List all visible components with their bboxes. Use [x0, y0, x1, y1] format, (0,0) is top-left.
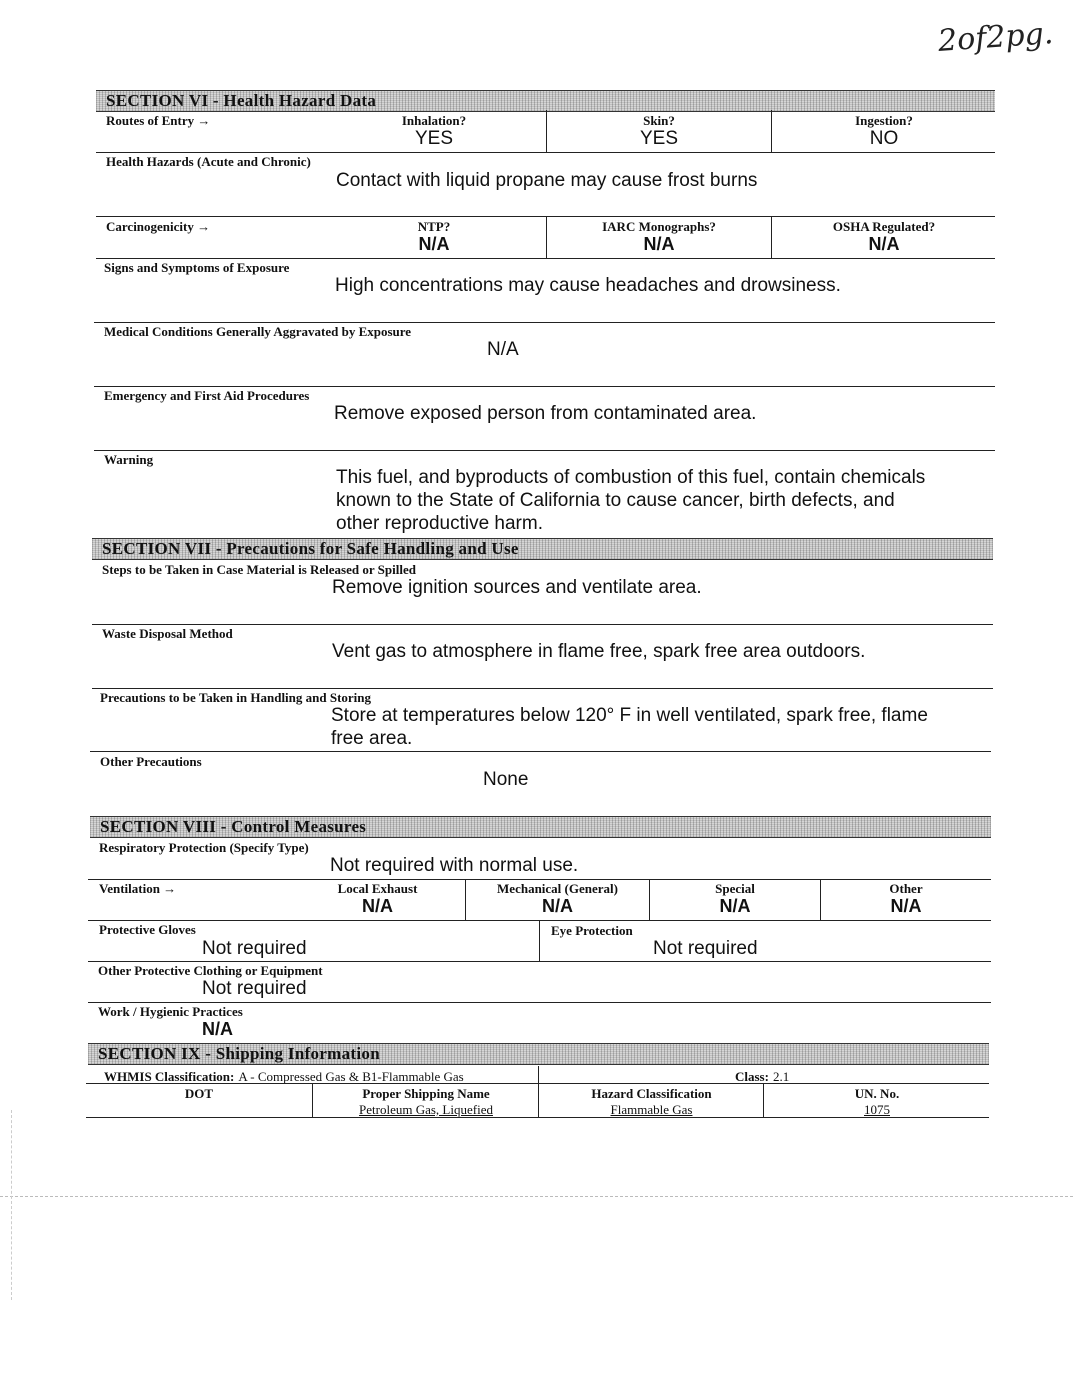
waste-disposal-value: Vent gas to atmosphere in flame free, spark free area outdoors. [332, 641, 866, 662]
first-aid-label: Emergency and First Aid Procedures [104, 388, 310, 403]
divider [465, 879, 466, 920]
hazard-classification-label: Hazard Classification [591, 1086, 712, 1101]
local-exhaust-field [290, 881, 465, 917]
health-hazards-label: Health Hazards (Acute and Chronic) [106, 154, 311, 169]
rule [94, 450, 995, 451]
divider [546, 110, 547, 152]
divider [771, 216, 772, 258]
respiratory-protection-value: Not required with normal use. [330, 855, 579, 876]
first-aid-value: Remove exposed person from contaminated area. [334, 403, 757, 424]
iarc-label: IARC Monographs? [602, 219, 716, 234]
inhalation-label: Inhalation? [401, 113, 467, 128]
rule [94, 386, 995, 387]
un-number-label: UN. No. [854, 1086, 900, 1101]
ventilation-label: Ventilation → [99, 881, 177, 896]
whmis-value: A - Compressed Gas & B1-Flammable Gas [238, 1069, 464, 1084]
shipping-name-field [314, 1086, 538, 1118]
handling-storing-line-1: Store at temperatures below 120° F in well ventilated, spark free, flame [331, 705, 928, 726]
section-9-header [88, 1043, 989, 1065]
hazard-classification-field [540, 1086, 763, 1118]
divider [763, 1083, 764, 1117]
hazard-classification-value: Flammable Gas [610, 1102, 693, 1117]
iarc-field [548, 219, 770, 255]
section-7-header [92, 538, 993, 560]
other-precautions-label: Other Precautions [100, 754, 202, 769]
section-7-title: SECTION VII - Precautions for Safe Handling and Use [102, 539, 519, 558]
osha-value: N/A [868, 234, 900, 254]
rule [96, 152, 995, 153]
eye-protection-value: Not required [653, 938, 758, 959]
section-9-title: SECTION IX - Shipping Information [98, 1044, 380, 1063]
rule [94, 322, 995, 323]
divider [538, 1066, 539, 1083]
scan-margin-marks [11, 1110, 12, 1300]
local-exhaust-value: N/A [362, 896, 393, 916]
divider [312, 1083, 313, 1117]
scan-fold-line [0, 1196, 1073, 1197]
handling-storing-line-2: free area. [331, 728, 413, 749]
inhalation-value: YES [414, 128, 454, 149]
rule [96, 258, 995, 259]
waste-disposal-label: Waste Disposal Method [102, 626, 233, 641]
signs-symptoms-value: High concentrations may cause headaches and drowsiness. [335, 275, 841, 296]
iarc-value: N/A [643, 234, 675, 254]
health-hazards-value: Contact with liquid propane may cause frost burns [336, 170, 758, 191]
mechanical-general-value: N/A [542, 896, 573, 916]
ntp-value: N/A [418, 234, 450, 254]
protective-gloves-value: Not required [202, 938, 307, 959]
signs-symptoms-label: Signs and Symptoms of Exposure [104, 260, 290, 275]
medical-conditions-value: N/A [487, 339, 519, 360]
spill-steps-value: Remove ignition sources and ventilate area. [332, 577, 702, 598]
respiratory-protection-label: Respiratory Protection (Specify Type) [99, 840, 309, 855]
ingestion-label: Ingestion? [855, 113, 913, 128]
work-hygienic-label: Work / Hygienic Practices [98, 1004, 243, 1019]
handling-storing-label: Precautions to be Taken in Handling and Storing [100, 690, 372, 705]
section-8-title: SECTION VIII - Control Measures [100, 817, 367, 836]
section-6-title: SECTION VI - Health Hazard Data [106, 91, 377, 110]
skin-value: YES [639, 128, 679, 149]
ntp-label: NTP? [417, 219, 451, 234]
ingestion-value: NO [869, 128, 899, 149]
ntp-field [322, 219, 546, 255]
rule [90, 751, 991, 752]
other-precautions-value: None [483, 769, 529, 790]
rule [88, 961, 991, 962]
whmis-label: WHMIS Classification: [104, 1069, 235, 1084]
warning-line-2: known to the State of California to cause cancer, birth defects, and [336, 490, 895, 511]
osha-field [773, 219, 995, 255]
other-ventilation-label: Other [889, 881, 923, 896]
spill-steps-label: Steps to be Taken in Case Material is Released or Spilled [102, 562, 416, 577]
un-number-value: 1075 [864, 1102, 890, 1117]
divider [820, 879, 821, 920]
warning-line-1: This fuel, and byproducts of combustion of this fuel, contain chemicals [336, 467, 926, 488]
handwritten-page-note: 2of2pg. [936, 16, 1055, 59]
divider [649, 879, 650, 920]
special-field [651, 881, 819, 917]
un-number-field [765, 1086, 989, 1118]
protective-clothing-value: Not required [202, 978, 307, 999]
skin-field [548, 113, 770, 150]
protective-gloves-label: Protective Gloves [99, 922, 196, 937]
section-8-header [90, 816, 991, 838]
osha-label: OSHA Regulated? [832, 219, 936, 234]
rule [86, 1117, 989, 1118]
rule [88, 1002, 991, 1003]
special-value: N/A [719, 896, 751, 916]
divider [538, 1083, 539, 1117]
warning-label: Warning [104, 452, 154, 467]
shipping-name-label: Proper Shipping Name [362, 1086, 490, 1101]
divider [546, 216, 547, 258]
local-exhaust-label: Local Exhaust [337, 881, 418, 896]
routes-of-entry-label: Routes of Entry → [106, 113, 211, 128]
mechanical-general-field [467, 881, 648, 917]
mechanical-general-label: Mechanical (General) [497, 881, 618, 896]
warning-line-3: other reproductive harm. [336, 513, 543, 534]
section-6-header [96, 90, 995, 112]
skin-label: Skin? [643, 113, 675, 128]
rule [92, 624, 993, 625]
rule [88, 879, 991, 880]
other-ventilation-field [822, 881, 990, 917]
dot-label: DOT [184, 1086, 214, 1101]
protective-clothing-label: Other Protective Clothing or Equipment [98, 963, 323, 978]
special-label: Special [715, 881, 755, 896]
class-label: Class: [735, 1069, 769, 1084]
shipping-name-value: Petroleum Gas, Liquefied [359, 1102, 493, 1117]
work-hygienic-value: N/A [202, 1019, 233, 1039]
medical-conditions-label: Medical Conditions Generally Aggravated by Exposure [104, 324, 412, 339]
eye-protection-label: Eye Protection [551, 923, 633, 938]
inhalation-field [322, 113, 546, 150]
other-ventilation-value: N/A [890, 896, 922, 916]
ingestion-field [773, 113, 995, 150]
carcinogenicity-label: Carcinogenicity → [106, 219, 211, 234]
divider [539, 920, 540, 961]
class-value: 2.1 [772, 1069, 790, 1084]
divider [771, 110, 772, 152]
rule [92, 688, 993, 689]
